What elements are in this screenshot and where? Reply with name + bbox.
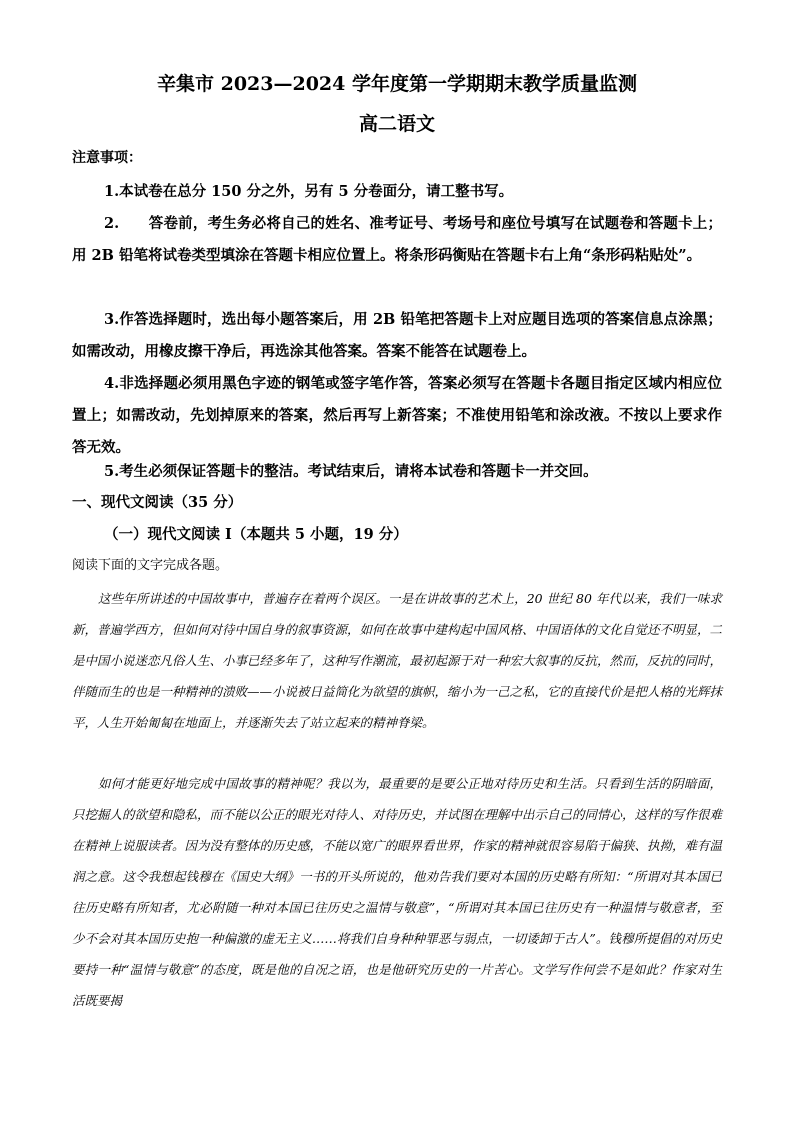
notes-heading: 注意事项： <box>72 150 142 166</box>
note-item-1: 1.本试卷在总分 150 分之外，另有 5 分卷面分，请工整书写。 <box>104 183 514 200</box>
section-heading: 一、现代文阅读（35 分） <box>72 494 243 511</box>
subsection-heading: （一）现代文阅读 I（本题共 5 小题，19 分） <box>104 526 408 543</box>
note-item-2: 2. 答卷前，考生务必将自己的姓名、准考证号、考场号和座位号填写在试题卷和答题卡上；用 2B 铅笔将试卷类型填涂在答题卡相应位置上。将条形码衡贴在答题卡右上角“条形码粘贴处”。 <box>72 215 722 264</box>
passage-paragraph-2: 如何才能更好地完成中国故事的精神呢？我以为，最重要的是要公正地对待历史和生活。只看到生活的阴暗面，只挖掘人的欲望和隐私，而不能以公正的眼光对待人、对待历史，并试图在理解中出示自己的同情心，这样的写作很难在精神上说服读者。因为没有整体的历史感，不能以宽广的眼界看世界，作家的精神就很容易陷于偏狭、执拗，难有温润之意。这令我想起钱穆在《国史大纲》一书的开头所说的，他劝告我们要对本国的历史略有所知：“所谓对其本国已往历史略有所知者，尤必附随一种对本国已往历史之温情与敬意”，“所谓对其本国已往历史有一种温情与敬意者，至少不会对其本国历史抱一种偏激的虚无主义……将我们自身种种罪恶与弱点，一切诿卸于古人”。钱穆所提倡的对历史要持一种“温情与敬意”的态度，既是他的自况之语，也是他研究历史的一片苦心。文学写作何尝不是如此？作家对生活既要揭 <box>72 776 723 1008</box>
note-item-4: 4.非选择题必须用黑色字迹的钢笔或签字笔作答，答案必须写在答题卡各题目指定区域内相应位置上；如需改动，先划掉原来的答案，然后再写上新答案；不准使用铅笔和涂改液。不按以上要求作答无效。 <box>72 375 722 456</box>
exam-title: 辛集市 2023—2024 学年度第一学期期末教学质量监测 <box>157 73 637 95</box>
note-item-5: 5.考生必须保证答题卡的整洁。考试结束后，请将本试卷和答题卡一并交回。 <box>104 463 598 480</box>
note-item-3: 3.作答选择题时，选出每小题答案后，用 2B 铅笔把答题卡上对应题目选项的答案信息点涂黑；如需改动，用橡皮擦干净后，再选涂其他答案。答案不能答在试题卷上。 <box>72 311 722 360</box>
reading-instruction: 阅读下面的文字完成各题。 <box>72 558 229 573</box>
exam-subject: 高二语文 <box>358 113 435 135</box>
passage-paragraph-1: 这些年所讲述的中国故事中，普遍存在着两个误区。一是在讲故事的艺术上，20 世纪 80 年代以来，我们一味求新，普遍学西方，但如何对待中国自身的叙事资源，如何在故事中建构起中国风格、中国语体的文化自觉还不明显，二是中国小说迷恋凡俗人生、小事已经多年了，这种写作潮流，最初起源于对一种宏大叙事的反抗，然而，反抗的同时，伴随而生的也是一种精神的溃败——小说被日益简化为欲望的旗帜，缩小为一己之私，它的直接代价是把人格的光辉抹平，人生开始匍匐在地面上，并逐渐失去了站立起来的精神脊梁。 <box>72 591 723 730</box>
